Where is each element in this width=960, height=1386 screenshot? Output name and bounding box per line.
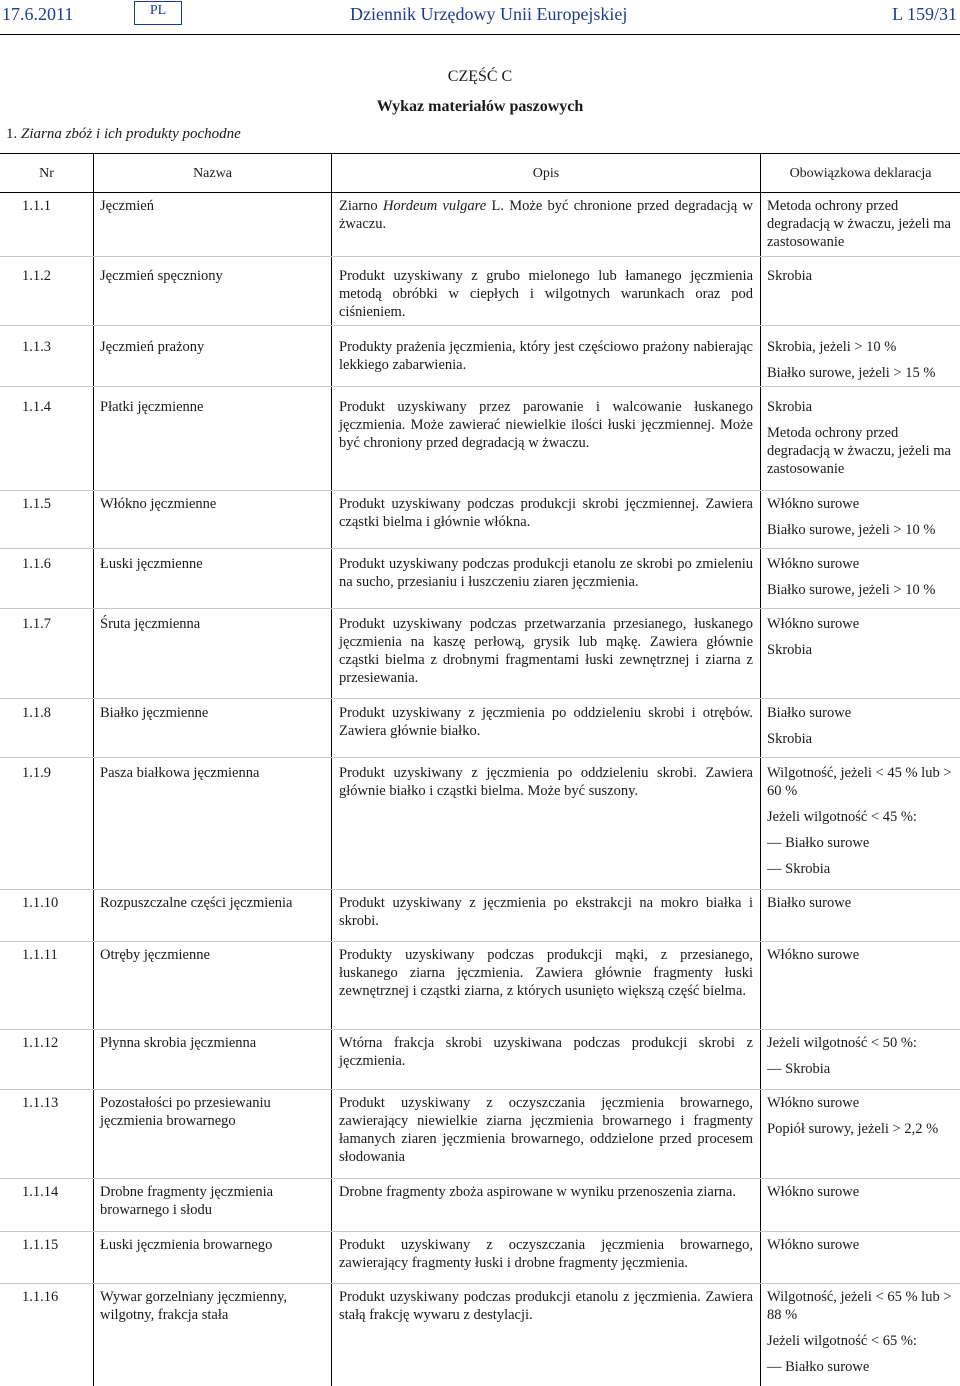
material-description: Wtórna frakcja skrobi uzyskiwana podczas produkcji skrobi z jęczmienia. [339,1035,753,1069]
material-name: Śruta jęczmienna [100,616,201,632]
material-description: Drobne fragmenty zboża aspirowane w wyniku przenoszenia ziarna. [339,1184,736,1200]
section-number: 1. [6,126,18,142]
row-number: 1.1.9 [22,765,51,781]
mandatory-declaration: Wilgotność, jeżeli < 65 % lub > 88 % Jeżeli wilgotność < 65 %: — Białko surowe [767,1289,952,1375]
table-row [0,490,960,549]
section-heading [6,126,241,143]
part-title: CZĘŚĆ C [447,68,513,85]
header-desc: Opis [532,166,560,181]
material-description: Produkt uzyskiwany z oczyszczania jęczmienia browarnego, zawierający fragmenty łuski i drobne fragmenty jęczmienia. [339,1237,753,1271]
row-number: 1.1.2 [22,268,51,284]
row-number: 1.1.1 [22,198,51,214]
material-description: Produkty uzyskiwany podczas produkcji mąki, z przesianego, łuskanego ziarna jęczmienia. Zawiera głównie fragmenty łuski zewnętrznej i cząstki ziarna, z których usunięto większą część bielma. [339,947,753,999]
journal-header [0,0,960,35]
mandatory-declaration: Białko surowe [767,895,852,911]
table-row [0,1089,960,1179]
row-number: 1.1.14 [22,1184,59,1200]
language-badge: PL [134,1,182,25]
material-name: Płynna skrobia jęczmienna [100,1035,257,1051]
material-description: Produkt uzyskiwany z jęczmienia po oddzieleniu skrobi. Zawiera głównie białko i cząstki bielma. Może być suszony. [339,765,753,799]
row-number: 1.1.15 [22,1237,59,1253]
table-row [0,759,960,890]
header-nr: Nr [39,166,54,181]
material-description: Ziarno Hordeum vulgare L. Może być chronione przed degradacją w żwaczu. [339,198,753,232]
material-description: Produkt uzyskiwany podczas produkcji etanolu ze skrobi po zmieleniu na sucho, przesianiu i łuszczeniu ziaren jęczmienia. [339,556,753,590]
part-subtitle: Wykaz materiałów paszowych [376,98,584,115]
material-name: Jęczmień prażony [100,339,205,355]
row-number: 1.1.16 [22,1289,59,1305]
mandatory-declaration: Białko surowe Skrobia [767,705,852,747]
row-number: 1.1.13 [22,1095,59,1111]
material-name: Białko jęczmienne [100,705,209,721]
section-title: Ziarna zbóż i ich produkty pochodne [21,126,241,142]
mandatory-declaration: Włókno surowe [767,947,860,963]
table-row [0,393,960,491]
mandatory-declaration: Skrobia, jeżeli > 10 % Białko surowe, jeżeli > 15 % [767,339,936,381]
material-name: Włókno jęczmienne [100,496,217,512]
mandatory-declaration: Włókno surowe [767,1184,860,1200]
table-row [0,941,960,1030]
header-name: Nazwa [193,166,232,181]
row-number: 1.1.12 [22,1035,59,1051]
material-name: Łuski jęczmienne [100,556,203,572]
header-decl: Obowiązkowa deklaracja [789,166,932,181]
material-description: Produkty prażenia jęczmienia, który jest częściowo prażony nabierając lekkiego zabarwienia. [339,339,753,373]
row-number: 1.1.4 [22,399,51,415]
mandatory-declaration: Skrobia [767,268,813,284]
material-description: Produkt uzyskiwany przez parowanie i walcowanie łuskanego jęczmienia. Może zawierać niewielkie ilości łuski jęczmiennej. Może być chroniony przed degradacją w żwaczu. [339,399,753,451]
mandatory-declaration: Włókno surowe Popiół surowy, jeżeli > 2,2 % [767,1095,939,1137]
row-number: 1.1.6 [22,556,51,572]
material-description: Produkt uzyskiwany podczas przetwarzania przesianego, łuskanego jęczmienia na kaszę perłową, grysik lub mąkę. Zawiera głównie cząstki bielma z drobnymi fragmentami łuski zewnętrznej i ziarna z przesiewania. [339,616,753,686]
row-number: 1.1.8 [22,705,51,721]
material-name: Łuski jęczmienia browarnego [100,1237,273,1253]
mandatory-declaration: Metoda ochrony przed degradacją w żwaczu, jeżeli ma zastosowanie [767,198,951,250]
table-row [0,1029,960,1090]
material-name: Wywar gorzelniany jęczmienny, wilgotny, frakcja stała [100,1289,288,1323]
material-description: Produkt uzyskiwany z oczyszczania jęczmienia browarnego, zawierający niewielkie ziarna jęczmienia browarnego i fragmenty łamanych ziaren jęczmienia browarnego, oddzielone przed procesem słodowania [339,1095,753,1165]
table-row [0,550,960,609]
table-row [0,1231,960,1284]
table-row [0,889,960,942]
material-description: Produkt uzyskiwany podczas produkcji skrobi jęczmiennej. Zawiera cząstki bielma i głównie włókna. [339,496,753,530]
table-row [0,610,960,699]
mandatory-declaration: Włókno surowe Skrobia [767,616,860,658]
material-name: Pasza białkowa jęczmienna [100,765,260,781]
row-number: 1.1.7 [22,616,51,632]
material-name: Pozostałości po przesiewaniu jęczmienia browarnego [100,1095,271,1129]
table-row [0,262,960,326]
table-row [0,699,960,758]
mandatory-declaration: Wilgotność, jeżeli < 45 % lub > 60 % Jeżeli wilgotność < 45 %: — Białko surowe — Skrobia [767,765,952,877]
mandatory-declaration: Jeżeli wilgotność < 50 %: — Skrobia [767,1035,917,1077]
row-number: 1.1.10 [22,895,59,911]
table-row [0,192,960,257]
material-name: Płatki jęczmienne [100,399,204,415]
row-number: 1.1.11 [22,947,58,963]
table-row [0,1178,960,1232]
material-name: Jęczmień [100,198,154,214]
material-name: Jęczmień spęczniony [100,268,223,284]
material-name: Drobne fragmenty jęczmienia browarnego i słodu [100,1184,274,1218]
table-header [0,153,960,193]
mandatory-declaration: Włókno surowe [767,1237,860,1253]
mandatory-declaration: Włókno surowe Białko surowe, jeżeli > 10 % [767,496,936,538]
table-row [0,1283,960,1386]
mandatory-declaration: Włókno surowe Białko surowe, jeżeli > 10 % [767,556,936,598]
table-row [0,333,960,387]
material-name: Otręby jęczmienne [100,947,210,963]
material-description: Produkt uzyskiwany z jęczmienia po ekstrakcji na mokro białka i skrobi. [339,895,753,929]
row-number: 1.1.3 [22,339,51,355]
page-reference: L 159/31 [892,4,957,24]
material-description: Produkt uzyskiwany z jęczmienia po oddzieleniu skrobi i otrębów. Zawiera głównie białko. [339,705,753,739]
material-description: Produkt uzyskiwany podczas produkcji etanolu z jęczmienia. Zawiera stałą frakcję wywaru z destylacji. [339,1289,753,1323]
row-number: 1.1.5 [22,496,51,512]
journal-title: Dziennik Urzędowy Unii Europejskiej [350,4,628,24]
material-name: Rozpuszczalne części jęczmienia [100,895,293,911]
material-description: Produkt uzyskiwany z grubo mielonego lub łamanego jęczmienia metodą obróbki w ciepłych i wilgotnych warunkach oraz pod ciśnieniem. [339,268,753,320]
publication-date: 17.6.2011 [2,4,74,24]
mandatory-declaration: Skrobia Metoda ochrony przed degradacją w żwaczu, jeżeli ma zastosowanie [767,399,951,477]
